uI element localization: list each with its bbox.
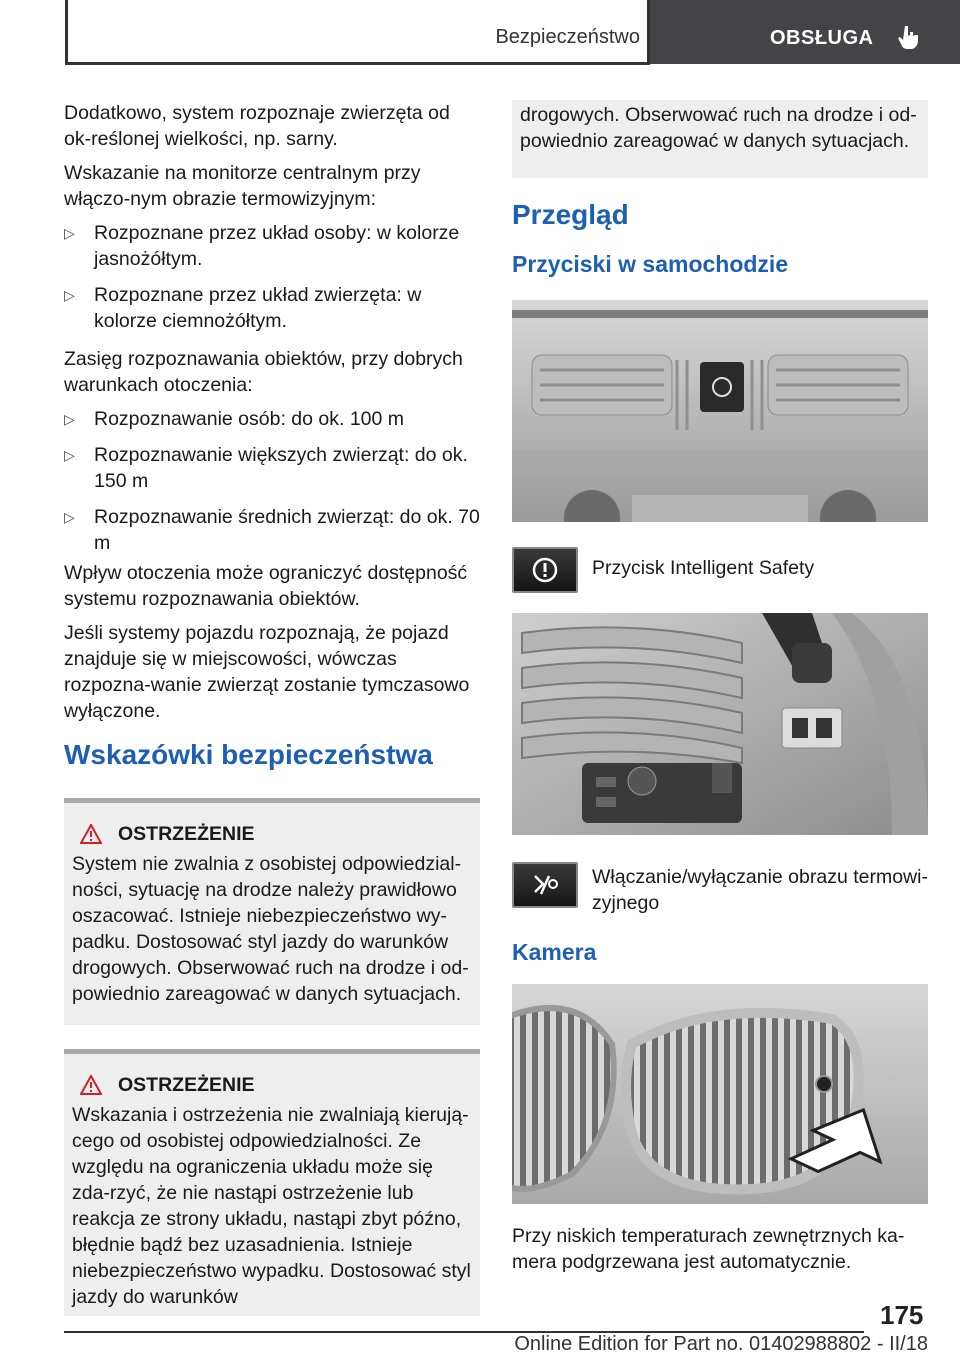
list-item: ▷ Rozpoznane przez układ zwierzęta: w kolorze ciemnożółtym. xyxy=(64,282,480,334)
warning-title-text: OSTRZEŻENIE xyxy=(118,823,255,845)
paragraph: Wskazanie na monitorze centralnym przy włączo-nym obrazie termowizyjnym: xyxy=(64,162,421,210)
paragraph: Dodatkowo, system rozpoznaje zwierzęta od ok-reślonej wielkości, np. sarny. xyxy=(64,102,450,150)
list-item: ▷ Rozpoznawanie większych zwierząt: do ok. 150 m xyxy=(64,442,480,494)
bullet-list xyxy=(64,220,480,334)
header-section-title: Bezpieczeństwo xyxy=(495,26,640,48)
warning-continuation: drogowych. Obserwować ruch na drodze i od-powiednio zareagować w danych sytuacjach. xyxy=(512,100,928,178)
paragraph: Wpływ otoczenia może ograniczyć dostępność systemu rozpoznawania obiektów. xyxy=(64,562,468,610)
camera-grille-photo xyxy=(512,984,928,1204)
caption: Włączanie/wyłączanie obrazu termowi-zyjnego xyxy=(592,866,928,914)
dashboard-buttons-photo xyxy=(512,300,928,522)
subsection-heading: Kamera xyxy=(512,939,597,965)
list-item: ▷ Rozpoznawanie średnich zwierząt: do ok. 70 m xyxy=(64,504,480,556)
bullet-list xyxy=(64,406,480,556)
warning-text: System nie zwalnia z osobistej odpowiedzial-ności, sytuację na drodze należy prawidłowo oszacować. Istnieje niebezpieczeństwo wy-padku. Dostosować styl jazdy do warunków drogowych. Obserwować ruch na drodze i od-powiednio zareagować w danych sytuacjach. xyxy=(72,853,469,1005)
list-item: ▷ Rozpoznawanie osób: do ok. 100 m xyxy=(64,406,480,432)
hand-pointer-icon xyxy=(896,24,922,52)
warning-text: Wskazania i ostrzeżenia nie zwalniają kierują-cego od osobistej odpowiedzialności. Ze względu na ograniczenia układu może się zda-rzyć, że nie nastąpi ostrzeżenie lub reakcja ze strony układu, nastąpi zbyt późno, błędnie bądź bez uzasadnienia. Istnieje niebezpieczeństwo wypadku. Dostosować styl jazdy do warunków xyxy=(72,1104,471,1308)
subsection-heading: Przyciski w samochodzie xyxy=(512,251,789,277)
warning-title-text: OSTRZEŻENIE xyxy=(118,1074,255,1096)
warning-triangle-icon xyxy=(80,1075,102,1095)
header-chapter-label: OBSŁUGA xyxy=(770,27,874,49)
header-rule-bottom xyxy=(65,62,650,65)
warning-triangle-icon xyxy=(80,824,102,844)
header-rule-left xyxy=(65,0,68,64)
paragraph: Zasięg rozpoznawania obiektów, przy dobrych warunkach otoczenia: xyxy=(64,348,463,396)
icon-caption-row xyxy=(512,547,928,593)
warning-title xyxy=(72,1072,472,1098)
light-switch-photo xyxy=(512,613,928,835)
warning-box xyxy=(64,1049,480,1316)
icon-caption-row xyxy=(512,862,928,916)
footer-edition: Online Edition for Part no. 01402988802 - II/18 xyxy=(514,1333,928,1355)
night-vision-button-icon xyxy=(512,862,578,908)
intelligent-safety-button-icon xyxy=(512,547,578,593)
list-item: ▷ Rozpoznane przez układ osoby: w kolorze jasnożółtym. xyxy=(64,220,480,272)
paragraph: Jeśli systemy pojazdu rozpoznają, że pojazd znajduje się w miejscowości, wówczas rozpozna-wanie zwierząt zostanie tymczasowo wyłączone. xyxy=(64,622,470,722)
caption: Przycisk Intelligent Safety xyxy=(592,557,815,579)
page-number: 175 xyxy=(880,1300,924,1330)
left-column xyxy=(64,100,480,1330)
section-heading: Wskazówki bezpieczeństwa xyxy=(64,739,433,770)
section-heading: Przegląd xyxy=(512,199,629,230)
warning-title xyxy=(72,821,472,847)
right-column xyxy=(512,100,928,1283)
paragraph: Przy niskich temperaturach zewnętrznych ka-mera podgrzewana jest automatycznie. xyxy=(512,1225,905,1273)
warning-box xyxy=(64,798,480,1025)
